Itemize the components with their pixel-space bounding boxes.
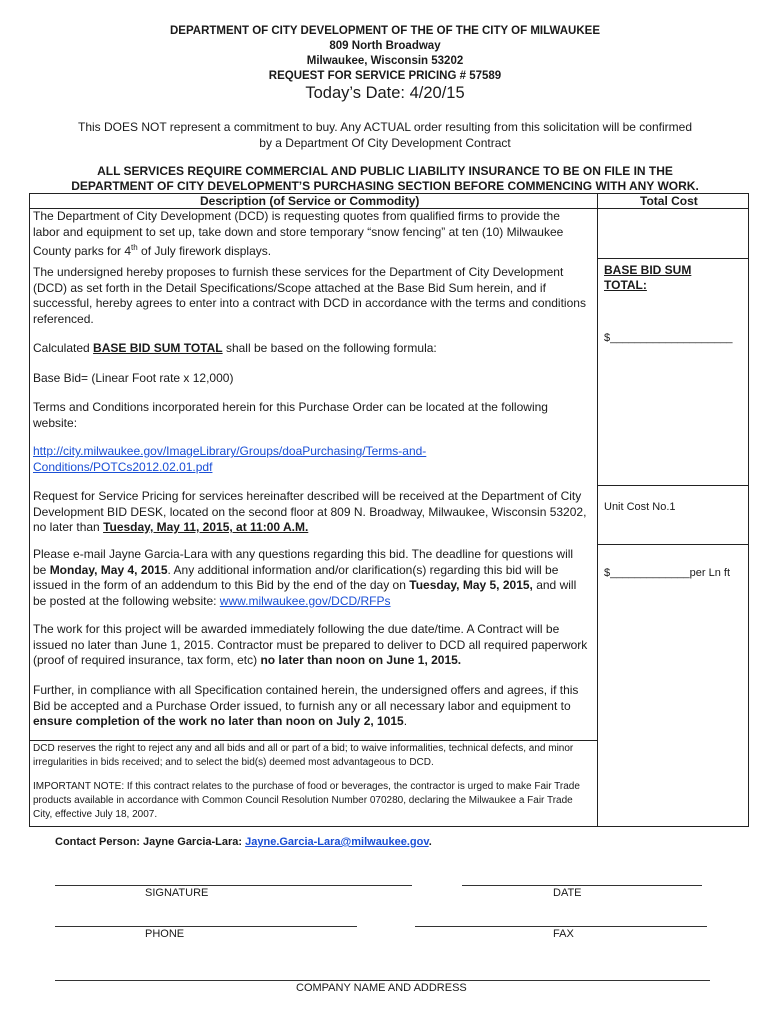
notice-line-2: by a Department Of City Development Contract (259, 136, 511, 150)
date-label: DATE (553, 887, 582, 899)
signature-label: SIGNATURE (145, 887, 209, 899)
terms-paragraph: Terms and Conditions incorporated herein for this Purchase Order can be located at the following website: (33, 400, 548, 430)
base-bid-sum-label: BASE BID SUM TOTAL: (604, 263, 692, 292)
insurance-line-2: DEPARTMENT OF CITY DEVELOPMENT’S PURCHASING SECTION BEFORE COMMENCING WITH ANY WORK. (71, 179, 699, 193)
contact-person: Contact Person: Jayne Garcia-Lara: Jayne.Garcia-Lara@milwaukee.gov. (55, 836, 432, 848)
request-number: REQUEST FOR SERVICE PRICING # 57589 (268, 70, 502, 82)
per-linear-foot-field[interactable]: $_____________per Ln ft (604, 567, 731, 579)
request-paragraph: Request for Service Pricing for services hereinafter described will be received at the Department of City Development BID DESK, located on the second floor at 809 N. Broadway, Milwaukee, Wisconsin 53202, no later than Tuesday, May 11, 2015, at 11:00 A.M. (33, 489, 587, 534)
todays-date: Today’s Date: 4/20/15 (305, 84, 465, 102)
left-row-divider (29, 740, 597, 741)
address-street: 809 North Broadway (329, 40, 441, 52)
calculation-paragraph: Calculated BASE BID SUM TOTAL shall be based on the following formula: (33, 341, 437, 355)
email-paragraph: Please e-mail Jayne Garcia-Lara with any questions regarding this bid. The deadline for questions will be Monday, May 4, 2015. Any additional information and/or clarification(s) regarding this bid will be issued in the form of an addendum to this Bid by the end of the day on Tuesday, May 5, 2015, and will be posted at the following website: www.milwaukee.gov/DCD/RFPs (33, 547, 577, 608)
fax-line[interactable] (415, 926, 707, 927)
department-heading: DEPARTMENT OF CITY DEVELOPMENT OF THE OF THE CITY OF MILWAUKEE (170, 25, 600, 37)
right-row-divider-3 (597, 544, 749, 545)
insurance-requirement (0, 164, 770, 194)
column-header-description: Description (of Service or Commodity) (200, 194, 420, 208)
award-paragraph: The work for this project will be awarded immediately following the due date/time. A Contract will be issued no later than June 1, 2015. Contractor must be prepared to deliver to DCD all required paperwork (proof of required insurance, tax form, etc) no later than noon on June 1, 2015. (33, 622, 588, 667)
signature-line[interactable] (55, 885, 412, 886)
important-note: IMPORTANT NOTE: If this contract relates to the purchase of food or beverages, the contractor is urged to make Fair Trade products available in accordance with Common Council Resolution Number 070280, declaring the Milwaukee a Fair Trade City, effective July 18, 2007. (33, 781, 580, 820)
rfps-link[interactable]: www.milwaukee.gov/DCD/RFPs (219, 593, 391, 608)
terms-link[interactable]: http://city.milwaukee.gov/ImageLibrary/Groups/doaPurchasing/Terms-and-Conditions/POTCs2012.02.01.pdf (33, 444, 427, 474)
insurance-line-1: ALL SERVICES REQUIRE COMMERCIAL AND PUBLIC LIABILITY INSURANCE TO BE ON FILE IN THE (97, 164, 673, 178)
further-paragraph: Further, in compliance with all Specification contained herein, the undersigned offers and agrees, if this Bid be accepted and a Purchase Order issued, to furnish any or all necessary labor and equipment to ensure completion of the work no later than noon on July 2, 1015. (33, 683, 579, 728)
terms-link-wrap (33, 444, 589, 475)
company-line[interactable] (55, 980, 710, 981)
notice-line-1: This DOES NOT represent a commitment to buy. Any ACTUAL order resulting from this solicitation will be confirmed (77, 120, 692, 134)
column-header-total-cost: Total Cost (640, 194, 698, 208)
phone-label: PHONE (145, 928, 185, 940)
commitment-notice (0, 119, 770, 151)
contact-email-link[interactable]: Jayne.Garcia-Lara@milwaukee.gov (245, 836, 429, 848)
date-line[interactable] (462, 885, 702, 886)
base-bid-total-field[interactable]: $____________________ (604, 332, 733, 344)
fax-label: FAX (553, 928, 574, 940)
reserve-paragraph: DCD reserves the right to reject any and all bids and all or part of a bid; to waive informalities, technical defects, and minor irregularities in bids received; and to select the bid(s) deemed most advantageous to DCD. (33, 743, 574, 768)
address-city: Milwaukee, Wisconsin 53202 (306, 55, 464, 67)
column-divider (597, 193, 598, 827)
company-label: COMPANY NAME AND ADDRESS (296, 982, 467, 994)
phone-line[interactable] (55, 926, 357, 927)
intro-paragraph: The Department of City Development (DCD) is requesting quotes from qualified firms to provide the labor and equipment to set up, take down and store temporary “snow fencing” at ten (10) Milwaukee County parks for 4th of July firework displays. (33, 209, 564, 258)
base-bid-formula: Base Bid= (Linear Foot rate x 12,000) (33, 371, 234, 385)
right-row-divider-2 (597, 485, 749, 486)
unit-cost-label: Unit Cost No.1 (604, 501, 676, 513)
proposal-paragraph: The undersigned hereby proposes to furnish these services for the Department of City Development (DCD) as set forth in the Detail Specifications/Scope attached at the Base Bid Sum herein, and if successful, hereby agrees to enter into a contract with DCD in accordance with the terms and conditions referenced. (33, 265, 586, 326)
right-row-divider-1 (597, 258, 749, 259)
